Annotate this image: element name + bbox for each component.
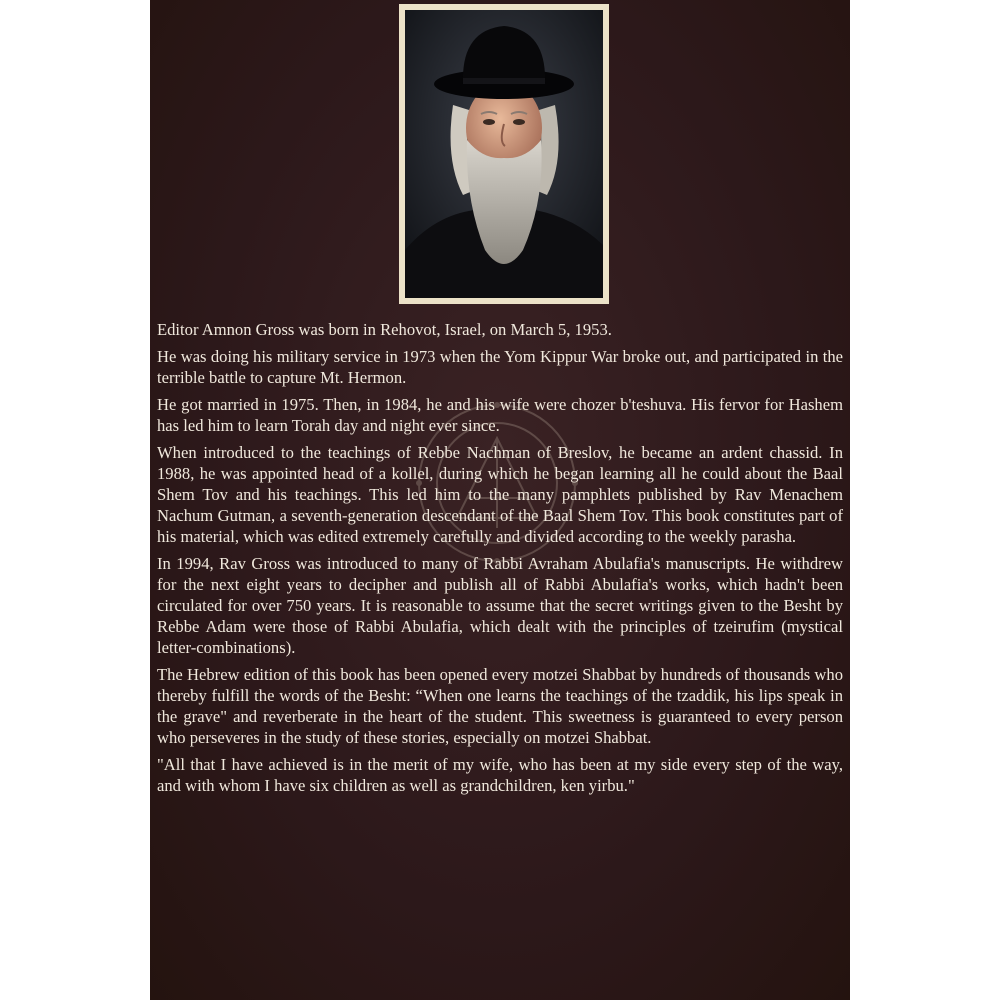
bio-paragraph-birth: Editor Amnon Gross was born in Rehovot, Israel, on March 5, 1953. xyxy=(157,320,612,339)
bio-paragraph-quote: "All that I have achieved is in the merit of my wife, who has been at my side every step of the way, and with whom I have six children as well as grandchildren, ken yirbu." xyxy=(157,755,843,795)
bio-paragraph-hebrew-edition: The Hebrew edition of this book has been opened every motzei Shabbat by hundreds of thousands who thereby fulfill the words of the Besht: “When one learns the teachings of the tzaddik, his lips speak in the grave" and reverberate in the heart of the student. This sweetness is guaranteed to every person who perseveres in the study of these stories, especially on motzei Shabbat. xyxy=(157,665,843,747)
bio-paragraph-military: He was doing his military service in 1973 when the Yom Kippur War broke out, and participated in the terrible battle to capture Mt. Hermon. xyxy=(157,347,843,387)
bio-paragraph-breslov: When introduced to the teachings of Rebbe Nachman of Breslov, he became an ardent chassid. In 1988, he was appointed head of a kollel, during which he began learning all he could about the Baal Shem Tov and his teachings. This led him to the many pamphlets published by Rav Menachem Nachum Gutman, a seventh-generation descendant of the Baal Shem Tov. This book constitutes part of his material, which was edited extremely carefully and divided according to the weekly parasha. xyxy=(157,443,843,546)
bio-paragraph-abulafia: In 1994, Rav Gross was introduced to many of Rabbi Avraham Abulafia's manuscripts. He withdrew for the next eight years to decipher and publish all of Rabbi Abulafia's works, which hadn't been circulated for over 750 years. It is reasonable to assume that the secret writings given to the Besht by Rebbe Adam were those of Rabbi Abulafia, which dealt with the principles of tzeirufim (mystical letter-combinations). xyxy=(157,554,843,657)
bio-paragraph-marriage: He got married in 1975. Then, in 1984, he and his wife were chozer b'teshuva. His fervor for Hashem has led him to learn Torah day and night ever since. xyxy=(157,395,843,435)
book-back-cover xyxy=(150,0,850,1000)
rabbi-portrait-photo xyxy=(405,10,603,298)
biography-text xyxy=(157,319,843,802)
portrait-frame xyxy=(399,4,609,304)
